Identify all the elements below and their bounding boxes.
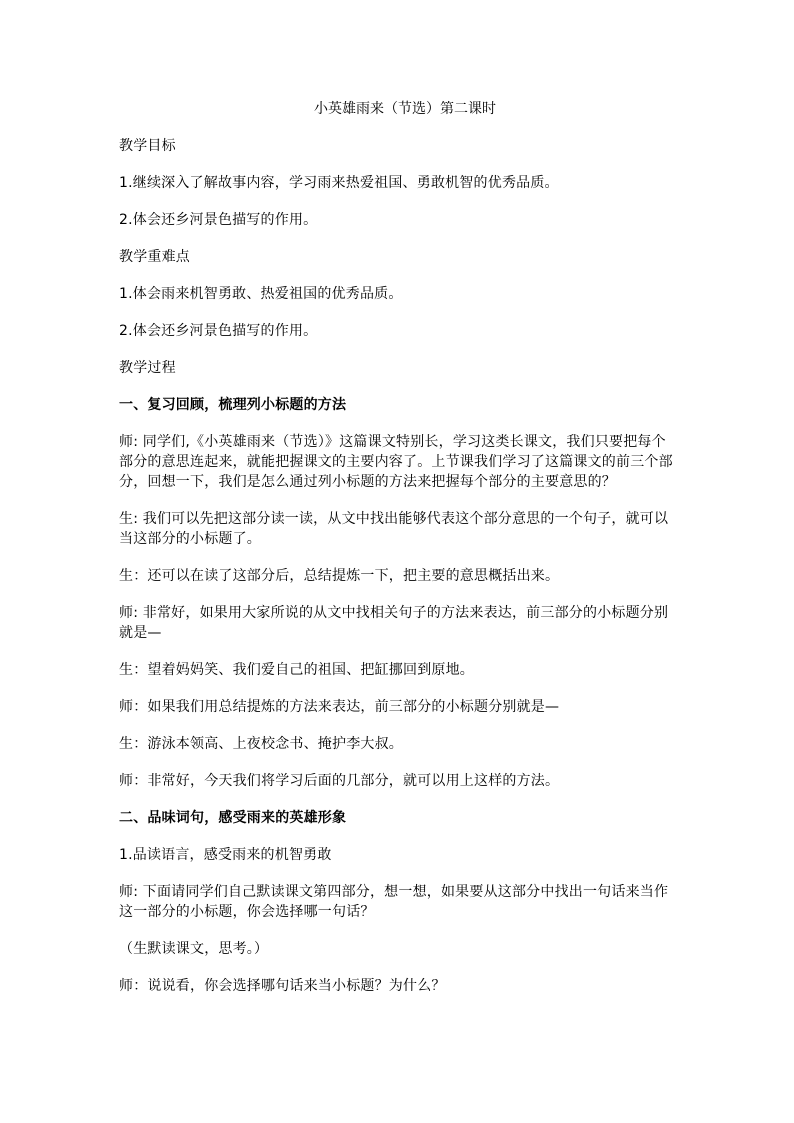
paragraph: 生：游泳本领高、上夜校念书、掩护李大叔。 xyxy=(119,736,403,752)
paragraph: 师: 同学们,《小英雄雨来（节选）》这篇课文特别长，学习这类长课文，我们只要把每个部分的意思连起来，就能把握课文的主要内容了。上节课我们学习了这篇课文的前三个部分，回想一下，我们是怎么通过列小标题的方法来把握每个部分的主要意思的？ xyxy=(119,434,673,490)
paragraph: 师：非常好，今天我们将学习后面的几部分，就可以用上这样的方法。 xyxy=(119,773,560,789)
paragraph: 师：如果我们用总结提炼的方法来表达，前三部分的小标题分别就是— xyxy=(119,699,560,715)
paragraph: 师：说说看，你会选择哪句话来当小标题？为什么？ xyxy=(119,978,446,994)
paragraph: 2.体会还乡河景色描写的作用。 xyxy=(119,323,318,339)
paragraph: 1.继续深入了解故事内容，学习雨来热爱祖国、勇敢机智的优秀品质。 xyxy=(119,175,559,191)
paragraph-list xyxy=(119,136,679,996)
paragraph: 生：还可以在读了这部分后，总结提炼一下，把主要的意思概括出来。 xyxy=(119,568,560,584)
document-body xyxy=(119,99,679,1013)
paragraph: （生默读课文，思考。） xyxy=(119,941,269,957)
subsection-heading: 教学目标 xyxy=(119,138,176,154)
paragraph: 1.体会雨来机智勇敢、热爱祖国的优秀品质。 xyxy=(119,286,403,302)
document-title: 小英雄雨来（节选）第二课时 xyxy=(314,101,496,117)
section-heading: 二、品味词句，感受雨来的英雄形象 xyxy=(119,810,347,826)
subsection-heading: 教学重难点 xyxy=(119,249,190,265)
paragraph: 2.体会还乡河景色描写的作用。 xyxy=(119,212,318,228)
paragraph: 生: 我们可以先把这部分读一读，从文中找出能够代表这个部分意思的一个句子，就可以当这部分的小标题了。 xyxy=(119,511,669,547)
paragraph: 师: 非常好，如果用大家所说的从文中找相关句子的方法来表达，前三部分的小标题分别就是— xyxy=(119,605,669,641)
paragraph: 1.品读语言，感受雨来的机智勇敢 xyxy=(119,847,332,863)
paragraph: 生：望着妈妈笑、我们爱自己的祖国、把缸挪回到原地。 xyxy=(119,662,474,678)
section-heading: 一、复习回顾，梳理列小标题的方法 xyxy=(119,397,347,413)
subsection-heading: 教学过程 xyxy=(119,360,176,376)
paragraph: 师: 下面请同学们自己默读课文第四部分，想一想，如果要从这部分中找出一句话来当作这一部分的小标题，你会选择哪一句话？ xyxy=(119,884,669,920)
